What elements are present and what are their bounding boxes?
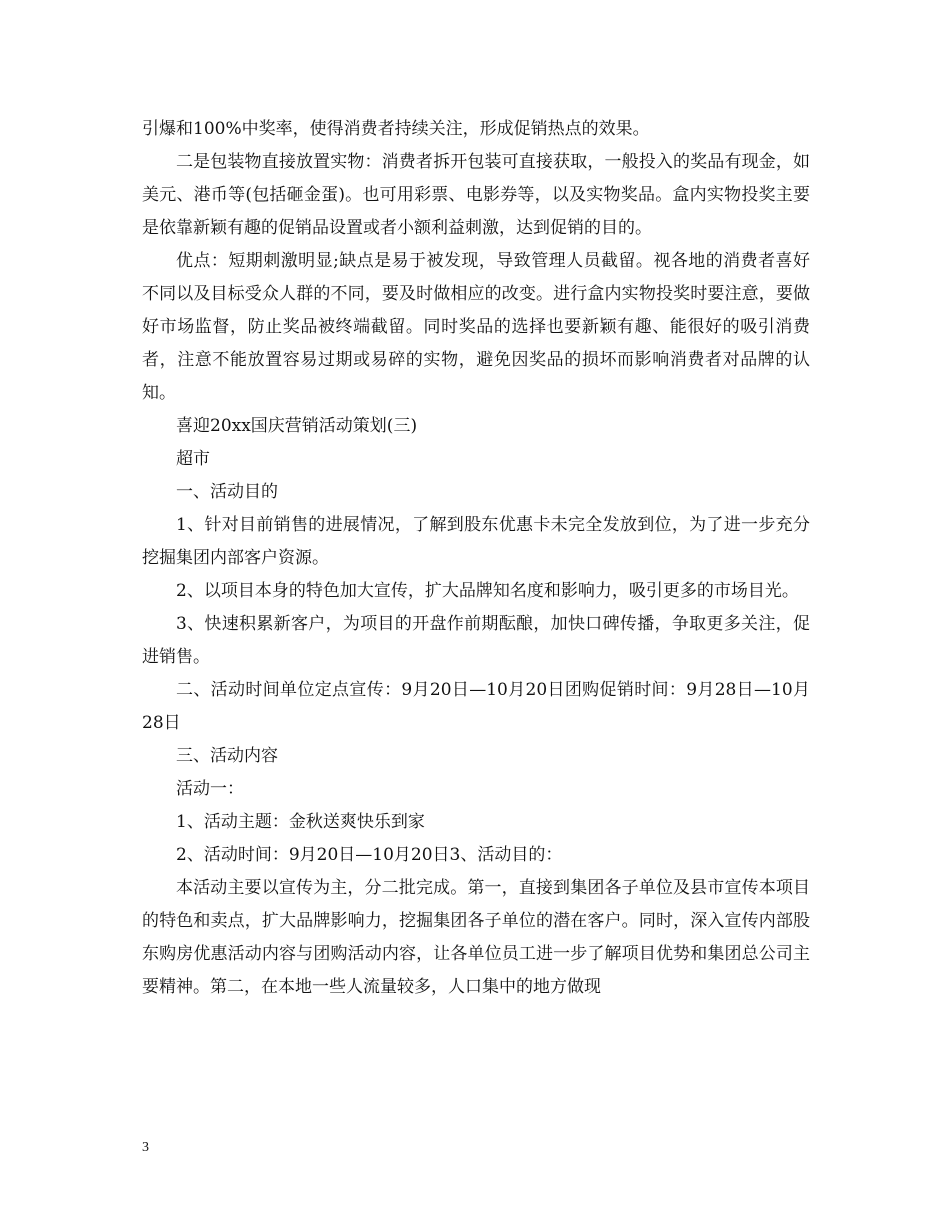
paragraph: 二、活动时间单位定点宣传：9月20日—10月20日团购促销时间：9月28日—10月28日 [142,680,810,733]
paragraph: 活动一： [176,779,244,799]
paragraph: 喜迎20xx国庆营销活动策划(三) [176,416,418,436]
page-number: 3 [142,1140,149,1155]
paragraph: 本活动主要以宣传为主，分二批完成。第一，直接到集团各子单位及县市宣传本项目的特色和卖点，扩大品牌影响力，挖掘集团各子单位的潜在客户。同时，深入宣传内部股东购房优惠活动内容与团购活动内容，让各单位员工进一步了解项目优势和集团总公司主要精神。第二，在本地一些人流量较多，人口集中的地方做现 [142,878,810,997]
paragraph: 三、活动内容 [176,746,278,766]
paragraph: 一、活动目的 [176,482,278,502]
paragraph: 3、快速积累新客户，为项目的开盘作前期酝酿，加快口碑传播，争取更多关注，促进销售。 [142,614,810,667]
paragraph: 1、针对目前销售的进展情况，了解到股东优惠卡未完全发放到位，为了进一步充分挖掘集团内部客户资源。 [142,515,810,568]
paragraph: 优点：短期刺激明显;缺点是易于被发现，导致管理人员截留。视各地的消费者喜好不同以及目标受众人群的不同，要及时做相应的改变。进行盒内实物投奖时要注意，要做好市场监督，防止奖品被终端截留。同时奖品的选择也要新颖有趣、能很好的吸引消费者，注意不能放置容易过期或易碎的实物，避免因奖品的损坏而影响消费者对品牌的认知。 [142,251,810,403]
paragraph: 引爆和100%中奖率，使得消费者持续关注，形成促销热点的效果。 [142,119,650,139]
paragraph: 2、以项目本身的特色加大宣传，扩大品牌知名度和影响力，吸引更多的市场目光。 [176,581,799,601]
paragraph: 超市 [176,449,210,469]
paragraph: 二是包装物直接放置实物：消费者拆开包装可直接获取，一般投入的奖品有现金，如美元、港币等(包括砸金蛋)。也可用彩票、电影券等，以及实物奖品。盒内实物投奖主要是依靠新颖有趣的促销品设置或者小额利益刺激，达到促销的目的。 [142,152,810,238]
paragraph: 1、活动主题：金秋送爽快乐到家 [176,812,425,832]
document-body [142,113,810,1004]
paragraph: 2、活动时间：9月20日—10月20日3、活动目的： [176,845,563,865]
